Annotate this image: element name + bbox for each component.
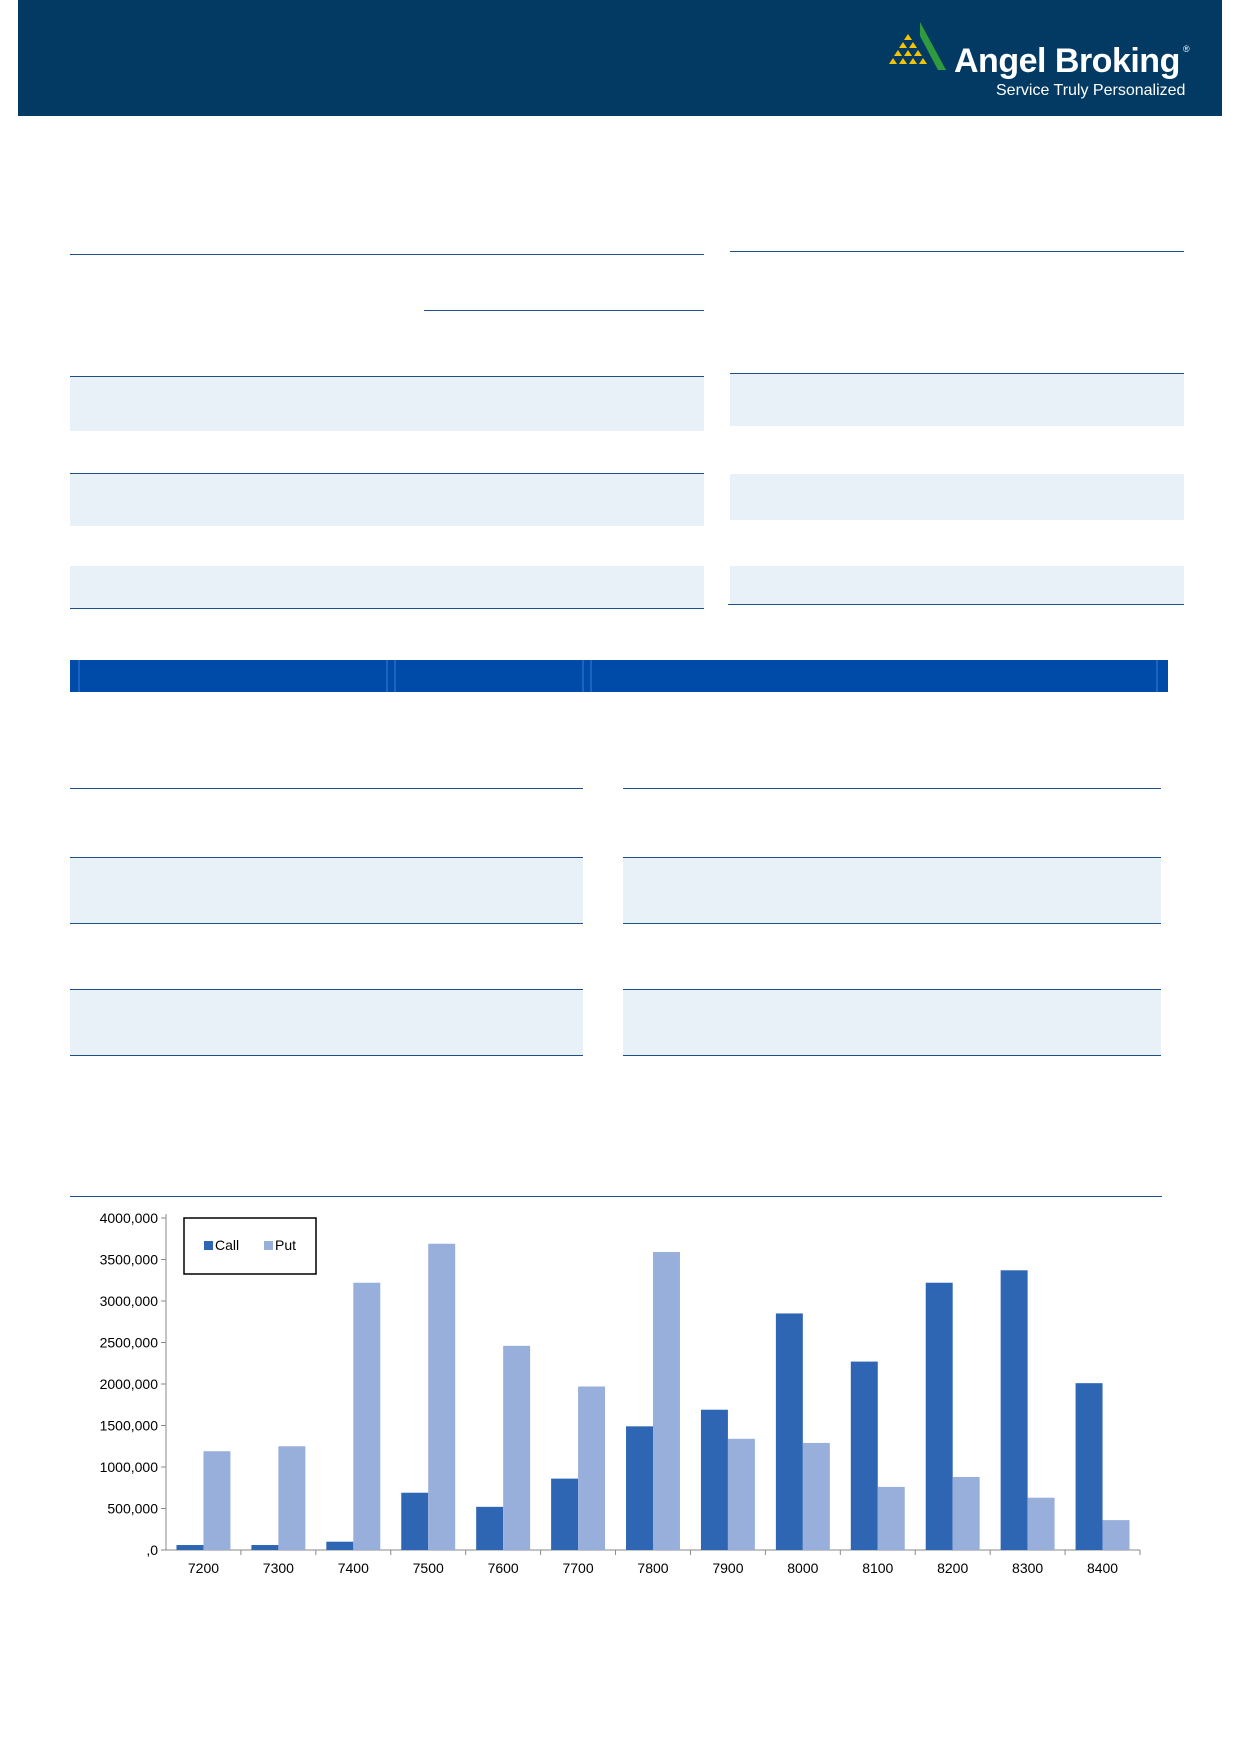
y-tick-label: 1000,000 — [99, 1459, 158, 1475]
bar-call — [401, 1493, 428, 1550]
bar-put — [1028, 1498, 1055, 1550]
table-rule — [424, 310, 704, 311]
x-tick-label: 7300 — [262, 1560, 294, 1576]
table-row-band — [623, 858, 1161, 923]
legend-swatch-call — [204, 1241, 213, 1250]
table-rule — [70, 608, 704, 609]
table-rule — [70, 1055, 583, 1056]
x-tick-label: 7600 — [487, 1560, 519, 1576]
bar-divider — [1156, 660, 1158, 692]
bar-put — [428, 1244, 455, 1550]
x-tick-label: 8400 — [1086, 1560, 1119, 1576]
x-tick-label: 7900 — [712, 1560, 744, 1576]
legend-swatch-put — [264, 1241, 273, 1250]
bar-put — [878, 1487, 905, 1550]
bar-call — [326, 1542, 353, 1550]
bar-call — [701, 1410, 728, 1550]
bar-divider — [582, 660, 584, 692]
registered-mark: ® — [1183, 44, 1190, 54]
table-rule — [70, 254, 704, 255]
chart-legend — [184, 1218, 316, 1274]
bar-divider — [78, 660, 80, 692]
table-row-band — [623, 990, 1161, 1055]
bar-call — [926, 1283, 953, 1550]
x-tick-label: 7400 — [337, 1560, 369, 1576]
x-tick-label: 7200 — [187, 1560, 220, 1576]
table-rule — [70, 788, 583, 789]
bar-put — [728, 1439, 755, 1550]
x-tick-label: 8200 — [937, 1560, 969, 1576]
table-row-band — [730, 374, 1184, 426]
y-tick-label: 3000,000 — [99, 1293, 158, 1309]
y-tick-label: ,0 — [146, 1542, 158, 1558]
bars-group — [176, 1244, 1129, 1550]
bar-put — [1103, 1520, 1130, 1550]
x-tick-label: 8300 — [1012, 1560, 1044, 1576]
brand-logo — [886, 20, 1206, 106]
table-row-band — [70, 474, 704, 526]
y-tick-label: 3500,000 — [99, 1251, 158, 1268]
bar-put — [653, 1252, 680, 1550]
bar-put — [278, 1446, 305, 1550]
bar-call — [851, 1362, 878, 1550]
bar-call — [776, 1313, 803, 1550]
bar-call — [1001, 1270, 1028, 1550]
bar-put — [203, 1451, 230, 1550]
x-tick-label: 7500 — [412, 1560, 444, 1576]
table-row-band — [730, 474, 1184, 520]
y-tick-label: 500,000 — [107, 1500, 158, 1517]
bar-call — [176, 1545, 203, 1550]
x-tick-label: 7700 — [562, 1560, 594, 1576]
y-tick-label: 2000,000 — [99, 1376, 158, 1392]
table-rule — [623, 923, 1161, 924]
table-rule — [70, 923, 583, 924]
bar-put — [353, 1283, 380, 1550]
bar-put — [578, 1386, 605, 1550]
chart-top-rule — [70, 1196, 1162, 1197]
table-row-band — [70, 990, 583, 1055]
table-rule — [623, 1055, 1161, 1056]
bar-call — [476, 1507, 503, 1550]
table-rule — [623, 788, 1161, 789]
logo-triangle-icon — [886, 20, 948, 76]
bar-put — [803, 1443, 830, 1550]
brand-name: Angel Broking — [954, 42, 1180, 80]
y-axis — [100, 1210, 166, 1558]
page-header — [18, 0, 1222, 116]
bar-divider — [394, 660, 396, 692]
bar-call — [1076, 1383, 1103, 1550]
legend-label-put: Put — [275, 1237, 297, 1253]
bar-put — [953, 1477, 980, 1550]
x-tick-label: 7800 — [637, 1560, 669, 1576]
table-rule — [728, 604, 1184, 605]
table-row-band — [70, 377, 704, 431]
bar-divider — [590, 660, 592, 692]
y-tick-label: 4000,000 — [99, 1210, 158, 1226]
open-interest-bar-chart — [70, 1200, 1150, 1590]
x-tick-label: 8000 — [787, 1560, 819, 1576]
section-header-bar — [70, 660, 1168, 692]
x-axis — [166, 1550, 1140, 1576]
legend-label-call: Call — [215, 1237, 240, 1253]
table-rule — [730, 251, 1184, 252]
bar-call — [626, 1426, 653, 1550]
bar-call — [551, 1479, 578, 1550]
bar-call — [251, 1545, 278, 1550]
legend-box — [184, 1218, 316, 1274]
y-tick-label: 2500,000 — [99, 1334, 158, 1351]
bar-divider — [386, 660, 388, 692]
table-row-band — [730, 566, 1184, 604]
bar-put — [503, 1346, 530, 1550]
y-tick-label: 1500,000 — [99, 1417, 158, 1434]
x-tick-label: 8100 — [862, 1560, 894, 1576]
table-row-band — [70, 566, 704, 608]
table-row-band — [70, 858, 583, 923]
brand-tagline: Service Truly Personalized — [996, 82, 1186, 99]
